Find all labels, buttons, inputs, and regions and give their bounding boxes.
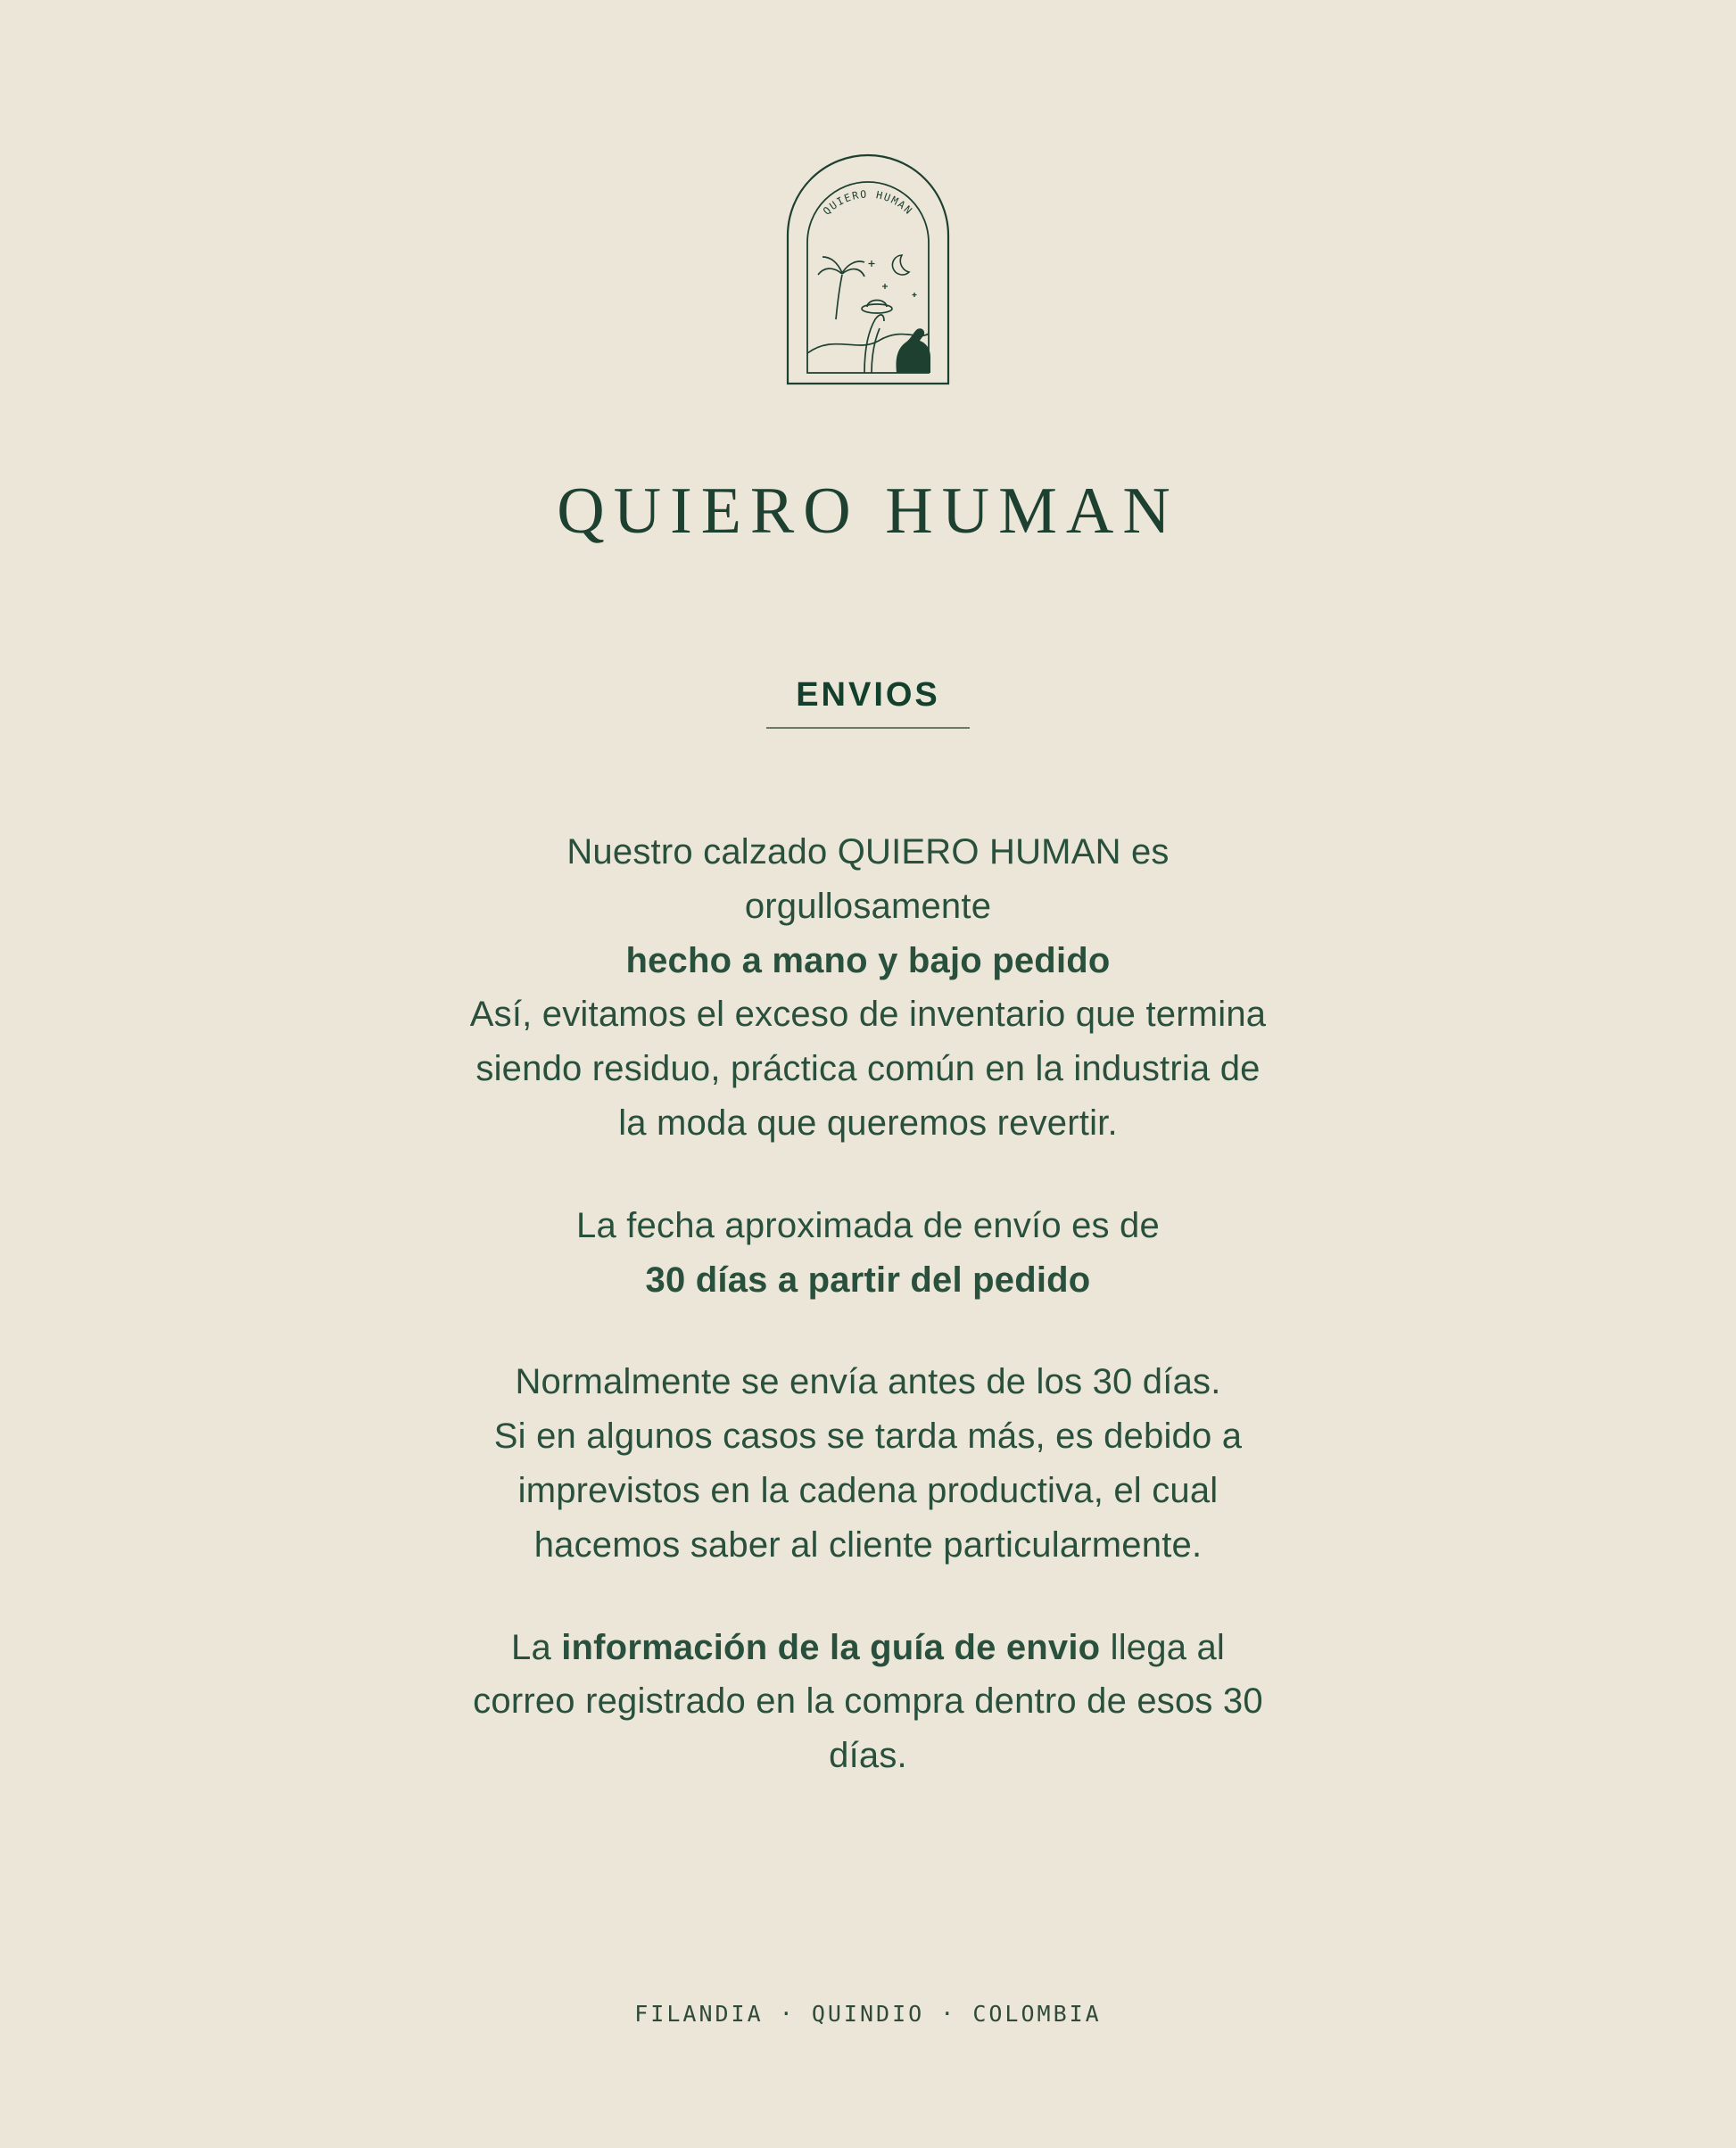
page-title: QUIERO HUMAN bbox=[557, 475, 1179, 548]
text-line: La fecha aproximada de envío es de bbox=[576, 1205, 1160, 1245]
text-fragment-bold: información de la guía de envio bbox=[561, 1627, 1101, 1667]
paragraph-block-2 bbox=[288, 1199, 1448, 1308]
text-line-bold: 30 días a partir del pedido bbox=[645, 1260, 1091, 1300]
text-line: correo registrado en la compra dentro de esos 30 bbox=[473, 1681, 1263, 1722]
brand-logo bbox=[772, 150, 964, 392]
quiero-human-arch-badge-logo bbox=[772, 150, 964, 392]
text-line: días. bbox=[829, 1736, 907, 1776]
text-line: Nuestro calzado QUIERO HUMAN es bbox=[566, 832, 1170, 872]
paragraph-block-4 bbox=[288, 1621, 1448, 1783]
text-line: siendo residuo, práctica común en la industria de bbox=[475, 1049, 1261, 1089]
text-line: la moda que queremos revertir. bbox=[618, 1103, 1118, 1143]
svg-text:QUIERO HUMAN: QUIERO HUMAN bbox=[820, 187, 916, 218]
text-line: hacemos saber al cliente particularmente. bbox=[533, 1524, 1203, 1565]
body-content bbox=[288, 825, 1448, 1783]
paragraph-spacer bbox=[288, 1573, 1448, 1621]
paragraph-block-1 bbox=[288, 825, 1448, 1151]
text-line: Si en algunos casos se tarda más, es debido a bbox=[493, 1417, 1243, 1457]
text-line-bold: hecho a mano y bajo pedido bbox=[625, 940, 1111, 980]
section-heading bbox=[796, 676, 940, 729]
text-line: Así, evitamos el exceso de inventario que termina bbox=[469, 995, 1267, 1035]
text-line: orgullosamente bbox=[744, 886, 992, 926]
paragraph-spacer bbox=[288, 1151, 1448, 1199]
section-heading-text: ENVIOS bbox=[796, 676, 940, 714]
paragraph-spacer bbox=[288, 1307, 1448, 1355]
text-line: imprevistos en la cadena productiva, el cual bbox=[517, 1470, 1219, 1510]
heading-underline-divider bbox=[766, 727, 970, 729]
text-line: Normalmente se envía antes de los 30 días. bbox=[515, 1362, 1221, 1402]
text-line-mixed bbox=[288, 1621, 1448, 1675]
text-fragment: llega al bbox=[1100, 1627, 1225, 1667]
footer-location: FILANDIA · QUINDIO · COLOMBIA bbox=[634, 2001, 1102, 2027]
paragraph-block-3 bbox=[288, 1355, 1448, 1572]
text-fragment: La bbox=[511, 1627, 562, 1667]
